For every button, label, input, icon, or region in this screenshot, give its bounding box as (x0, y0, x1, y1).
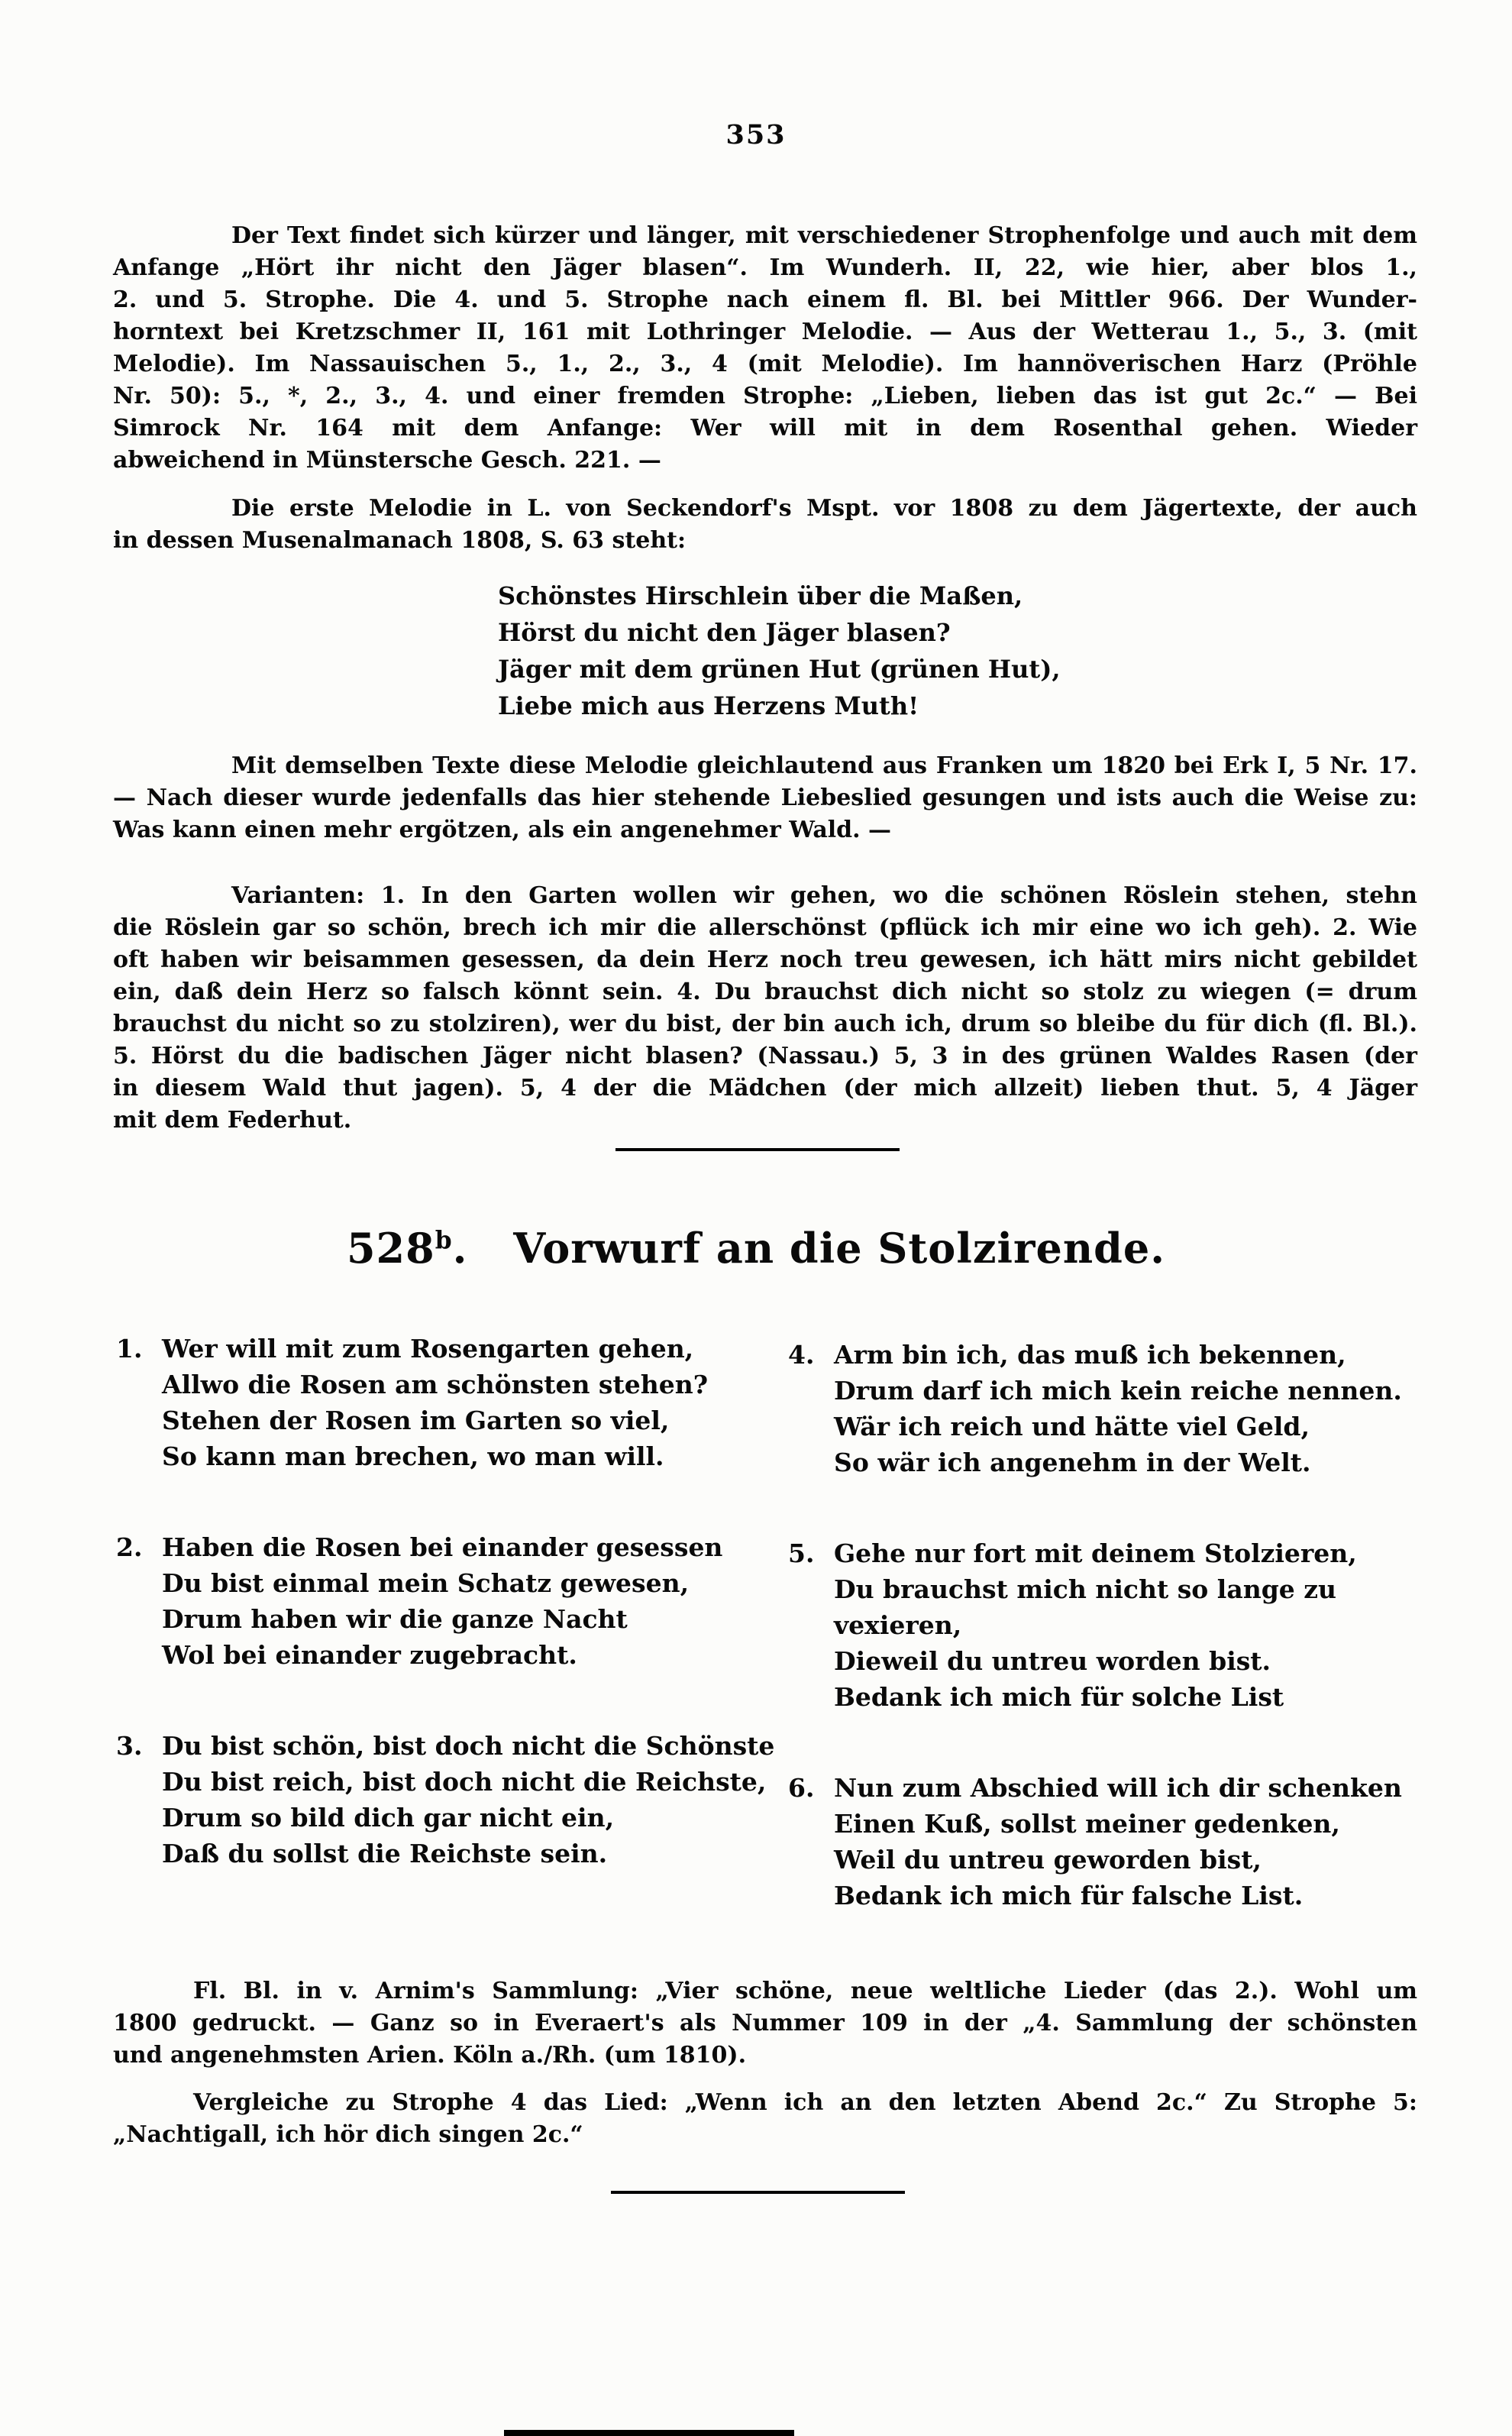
stanza-lines (788, 1535, 1468, 1715)
stanza-lines (788, 1770, 1468, 1914)
text-line: 2. und 5. Strophe. Die 4. und 5. Strophe nach einem fl. Bl. bei Mittler 966. Der Wunder- (113, 286, 1417, 313)
verse-line: Hörst du nicht den Jäger blasen? (498, 618, 951, 647)
text-line: Melodie). Im Nassauischen 5., 1., 2., 3., 4 (mit Melodie). Im hannöverischen Harz (Pröhle (113, 351, 1417, 377)
text-line: 1800 gedruckt. — Ganz so in Everaert's als Nummer 109 in der „4. Sammlung der schönsten (113, 2010, 1417, 2036)
text-line: die Röslein gar so schön, brech ich mir die allerschönst (pflück ich mir eine wo ich geh). 2. Wie (113, 914, 1417, 941)
stanza-2 (116, 1529, 780, 1673)
verse-line: Du bist schön, bist doch nicht die Schönste (162, 1731, 775, 1761)
quoted-verse (498, 577, 1060, 724)
text-line: in dessen Musenalmanach 1808, S. 63 steht: (113, 527, 687, 554)
text-line: ein, daß dein Herz so falsch könnt sein. 4. Du brauchst dich nicht so stolz zu wiegen (= drum (113, 979, 1417, 1005)
text-line: mit dem Federhut. (113, 1107, 352, 1134)
text-line: Die erste Melodie in L. von Seckendorf's Mspt. vor 1808 zu dem Jägertexte, der auch (231, 495, 1417, 522)
divider-rule (615, 1148, 900, 1151)
notes-melody (113, 493, 1417, 557)
text-line: Der Text findet sich kürzer und länger, mit verschiedener Strophenfolge und auch mit dem (231, 222, 1417, 249)
text-line: Fl. Bl. in v. Arnim's Sammlung: „Vier schöne, neue weltliche Lieder (das 2.). Wohl um (193, 1978, 1417, 2004)
stanza-number: 4. (788, 1340, 815, 1370)
stanza-6 (788, 1770, 1468, 1914)
text-line: horntext bei Kretzschmer II, 161 mit Lothringer Melodie. — Aus der Wetterau 1., 5., 3. (mit (113, 319, 1417, 345)
page-edge-mark (504, 2430, 794, 2436)
text-line: Mit demselben Texte diese Melodie gleichlautend aus Franken um 1820 bei Erk I, 5 Nr. 17. (231, 752, 1417, 779)
verse-line: Nun zum Abschied will ich dir schenken (834, 1773, 1402, 1803)
verse-line: Jäger mit dem grünen Hut (grünen Hut), (498, 655, 1061, 684)
stanza-lines (116, 1529, 780, 1673)
verse-line: Bedank ich mich für falsche List. (834, 1881, 1304, 1910)
text-line: Anfange „Hört ihr nicht den Jäger blasen“. Im Wunderh. II, 22, wie hier, aber blos 1., (113, 254, 1417, 281)
stanza-number: 2. (116, 1532, 143, 1562)
stanza-number: 1. (116, 1334, 143, 1364)
text-line: brauchst du nicht so zu stolziren), wer du bist, der bin auch ich, drum so bleibe du für dich (fl. Bl.). (113, 1011, 1417, 1037)
text-line: Nr. 50): 5., *, 2., 3., 4. und einer fremden Strophe: „Lieben, lieben das ist gut 2c.“ — Bei (113, 383, 1417, 409)
stanza-column-left (116, 1331, 780, 1926)
text-line: Simrock Nr. 164 mit dem Anfange: Wer will mit in dem Rosenthal gehen. Wieder (113, 415, 1417, 442)
stanza-4 (788, 1337, 1468, 1480)
stanza-number: 5. (788, 1538, 815, 1568)
verse-line: Bedank ich mich für solche List (834, 1682, 1284, 1712)
verse-line: Daß du sollst die Reichste sein. (162, 1839, 608, 1868)
notes-varianten (113, 880, 1417, 1137)
verse-line: Drum so bild dich gar nicht ein, (162, 1803, 615, 1833)
verse-line: Drum darf ich mich kein reiche nennen. (834, 1376, 1402, 1406)
verse-line: Stehen der Rosen im Garten so viel, (162, 1406, 670, 1435)
footnote-compare (113, 2087, 1417, 2151)
text-line: oft haben wir beisammen gesessen, da dein Herz noch treu gewesen, ich hätt mirs nicht gebildet (113, 946, 1417, 973)
text-line: Was kann einen mehr ergötzen, als ein angenehmer Wald. — (113, 817, 892, 843)
verse-line: Dieweil du untreu worden bist. (834, 1646, 1271, 1676)
song-number-period: . (452, 1224, 468, 1273)
song-number-main: 528 (346, 1224, 435, 1273)
stanza-number: 6. (788, 1773, 815, 1803)
notes-intro (113, 220, 1417, 477)
verse-line: Weil du untreu geworden bist, (834, 1845, 1262, 1875)
divider-rule-bottom (611, 2191, 905, 2194)
text-line: abweichend in Münstersche Gesch. 221. — (113, 447, 661, 474)
verse-line: Gehe nur fort mit deinem Stolzieren, (834, 1538, 1357, 1568)
song-title: Vorwurf an die Stolzirende. (513, 1224, 1165, 1273)
text-line: und angenehmsten Arien. Köln a./Rh. (um 1810). (113, 2042, 747, 2069)
text-line: 5. Hörst du die badischen Jäger nicht blasen? (Nassau.) 5, 3 in des grünen Waldes Rasen (der (113, 1043, 1417, 1069)
verse-line: Du bist reich, bist doch nicht die Reichste, (162, 1767, 767, 1797)
verse-line: Wol bei einander zugebracht. (162, 1640, 577, 1670)
verse-line: Schönstes Hirschlein über die Maßen, (498, 581, 1023, 610)
text-line: Varianten: 1. In den Garten wollen wir gehen, wo die schönen Röslein stehen, stehn (231, 882, 1417, 909)
verse-line: Arm bin ich, das muß ich bekennen, (834, 1340, 1346, 1370)
verse-line: Wär ich reich und hätte viel Geld, (834, 1412, 1310, 1441)
verse-line: Du brauchst mich nicht so lange zu vexieren, (834, 1574, 1336, 1640)
song-number (347, 1224, 467, 1273)
text-line: Vergleiche zu Strophe 4 das Lied: „Wenn ich an den letzten Abend 2c.“ Zu Strophe 5: (193, 2089, 1417, 2116)
stanza-number: 3. (116, 1731, 143, 1761)
footnote-sources (113, 1975, 1417, 2072)
stanza-1 (116, 1331, 780, 1474)
song-heading (0, 1224, 1512, 1273)
verse-line: Drum haben wir die ganze Nacht (162, 1604, 628, 1634)
notes-franken (113, 750, 1417, 846)
verse-line: Liebe mich aus Herzens Muth! (498, 691, 919, 720)
verse-line: Allwo die Rosen am schönsten stehen? (162, 1370, 709, 1399)
song-number-suffix: b (435, 1227, 453, 1254)
verse-line: Haben die Rosen bei einander gesessen (162, 1532, 723, 1562)
text-line: „Nachtigall, ich hör dich singen 2c.“ (113, 2121, 583, 2148)
verse-line: Wer will mit zum Rosengarten gehen, (162, 1334, 694, 1364)
text-line: — Nach dieser wurde jedenfalls das hier stehende Liebeslied gesungen und ists auch die Weise zu: (113, 785, 1417, 811)
verse-line: Einen Kuß, sollst meiner gedenken, (834, 1809, 1340, 1839)
stanza-column-right (788, 1337, 1468, 1969)
stanza-3 (116, 1728, 780, 1871)
verse-line: So kann man brechen, wo man will. (162, 1441, 664, 1471)
stanza-lines (788, 1337, 1468, 1480)
verse-line: Du bist einmal mein Schatz gewesen, (162, 1568, 690, 1598)
stanza-lines (116, 1728, 780, 1871)
text-line: in diesem Wald thut jagen). 5, 4 der die Mädchen (der mich allzeit) lieben thut. 5, 4 Jäger (113, 1075, 1417, 1102)
page-number: 353 (725, 119, 787, 150)
stanza-5 (788, 1535, 1468, 1715)
verse-line: So wär ich angenehm in der Welt. (834, 1448, 1311, 1477)
stanza-lines (116, 1331, 780, 1474)
